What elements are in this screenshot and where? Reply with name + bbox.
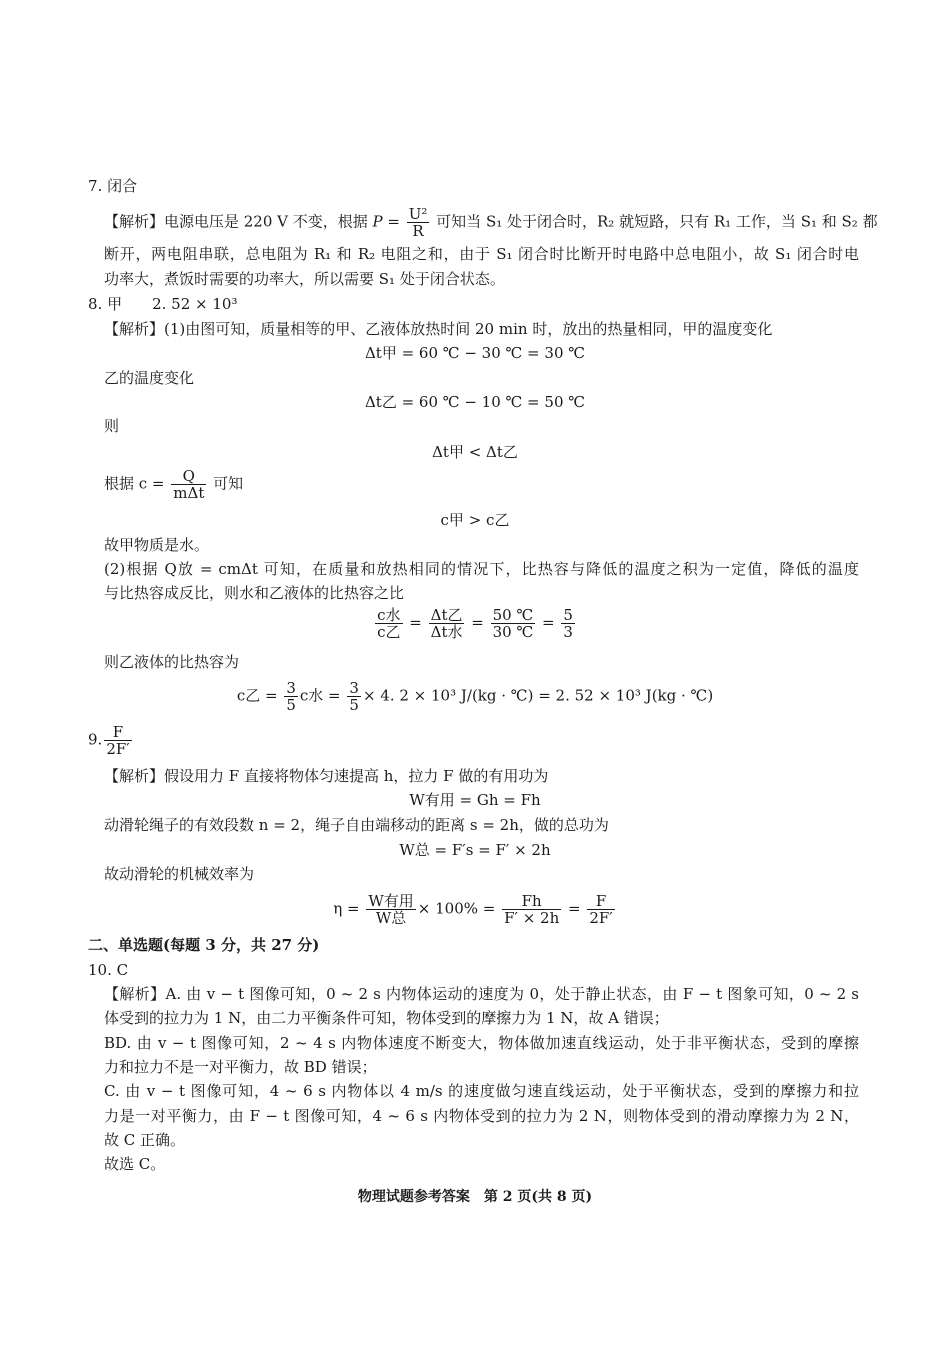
q9-answer: 9. $\frac{F}{2F'}$ — [88, 723, 130, 758]
q8-equation-5: $\frac{\text{c水}}{\text{c乙}}$ = $\frac{\text{Δt乙}}{\text{Δt水}}$ = $\frac{50 ℃}{30 ℃}$ = $\frac{5}{3}$ — [377, 606, 573, 641]
q10-analysis-line-4: 力和拉力不是一对平衡力，故 BD 错误； — [104, 1058, 377, 1076]
q10-analysis-line-6: 力是一对平衡力，由 F − t 图像可知，4 ~ 6 s 内物体受到的拉力为 2 N，则物体受到的滑动摩擦力为 2 N， — [104, 1107, 859, 1125]
q9-answer-fraction: $\frac{F}{2F'}$ — [106, 723, 130, 758]
q8-analysis-line-1: 【解析】(1)由图可知，质量相等的甲、乙液体放热时间 20 min 时，放出的热量相同，甲的温度变化 — [104, 320, 773, 338]
q8-text-7: 与比热容成反比，则水和乙液体的比热容之比 — [104, 584, 405, 602]
q9-equation-3: η = $\frac{\text{W有用}}{\text{W总}}$ × 100% = $\frac{Fh}{F' \times 2h}$ = $\frac{F}{2F'}$ — [333, 892, 613, 927]
q7-answer: 7. 闭合 — [88, 177, 138, 195]
q9-equation-2: W总 = F′s = F′ × 2h — [399, 841, 551, 859]
q8-text-4: 根据 c = $\frac{Q}{\text{mΔt}}$ 可知 — [104, 467, 244, 502]
q8-equation-6: c乙 = $\frac{3}{5}$ c水 = $\frac{3}{5}$ × 4. 2 × 10³ J/(kg · ℃) = 2. 52 × 10³ J(kg · ℃) — [236, 679, 714, 714]
q8-equation-4: c甲 > c乙 — [440, 511, 510, 529]
q8-text-2: 乙的温度变化 — [104, 369, 195, 387]
section-heading: 二、单选题(每题 3 分，共 27 分) — [88, 936, 320, 954]
q8-text-8: 则乙液体的比热容为 — [104, 653, 240, 671]
q10-analysis-line-5: C. 由 v − t 图像可知，4 ~ 6 s 内物体以 4 m/s 的速度做匀速直线运动，处于平衡状态，受到的摩擦力和拉 — [104, 1082, 859, 1100]
q10-analysis-line-7: 故 C 正确。 — [104, 1131, 186, 1149]
q8-text-5: 故甲物质是水。 — [104, 536, 210, 554]
q8-text-6: (2)根据 Q放 = cmΔt 可知，在质量和放热相同的情况下，比热容与降低的温度之积为一定值，降低的温度 — [104, 560, 859, 578]
q10-analysis-line-2: 体受到的拉力为 1 N，由二力平衡条件可知，物体受到的摩擦力为 1 N，故 A 错误； — [104, 1009, 669, 1027]
q10-analysis-line-3: BD. 由 v − t 图像可知，2 ~ 4 s 内物体速度不断变大，物体做加速直线运动，处于非平衡状态，受到的摩擦 — [104, 1034, 859, 1052]
q7-analysis-line-2: 断开，两电阻串联，总电阻为 R₁ 和 R₂ 电阻之和，由于 S₁ 闭合时比断开时电路中总电阻小，故 S₁ 闭合时电 — [104, 245, 859, 263]
q8-text-3: 则 — [104, 417, 120, 435]
q8-answer: 8. 甲 2. 52 × 10³ — [88, 295, 238, 313]
page-footer: 物理试题参考答案 第 2 页(共 8 页) — [357, 1189, 593, 1205]
specific-heat-formula: $\frac{Q}{\text{mΔt}}$ — [173, 467, 205, 502]
q10-analysis-line-1: 【解析】A. 由 v − t 图像可知，0 ~ 2 s 内物体运动的速度为 0，处于静止状态，由 F − t 图象可知，0 ~ 2 s — [104, 985, 859, 1003]
q8-equation-3: Δt甲 < Δt乙 — [432, 443, 518, 461]
q10-answer: 10. C — [88, 961, 129, 979]
q10-conclusion: 故选 C。 — [104, 1155, 166, 1173]
q7-analysis-line-3: 功率大，煮饭时需要的功率大，所以需要 S₁ 处于闭合状态。 — [104, 270, 505, 288]
q7-analysis-line-1: 【解析】电源电压是 220 V 不变，根据 P = $\frac{\text{U²}}{R}$ 可知当 S₁ 处于闭合时，R₂ 就短路，只有 R₁ 工作，当 S₁ 和 S₂ 都 — [104, 205, 878, 240]
q9-text-2: 动滑轮绳子的有效段数 n = 2，绳子自由端移动的距离 s = 2h，做的总功为 — [104, 816, 609, 834]
power-formula: $\frac{\text{U²}}{R}$ — [408, 205, 428, 240]
q9-analysis-line-1: 【解析】假设用力 F 直接将物体匀速提高 h，拉力 F 做的有用功为 — [104, 767, 549, 785]
q8-equation-2: Δt乙 = 60 ℃ − 10 ℃ = 50 ℃ — [364, 393, 586, 411]
q9-equation-1: W有用 = Gh = Fh — [409, 791, 541, 809]
q8-equation-1: Δt甲 = 60 ℃ − 30 ℃ = 30 ℃ — [364, 344, 586, 362]
q9-text-3: 故动滑轮的机械效率为 — [104, 865, 255, 883]
